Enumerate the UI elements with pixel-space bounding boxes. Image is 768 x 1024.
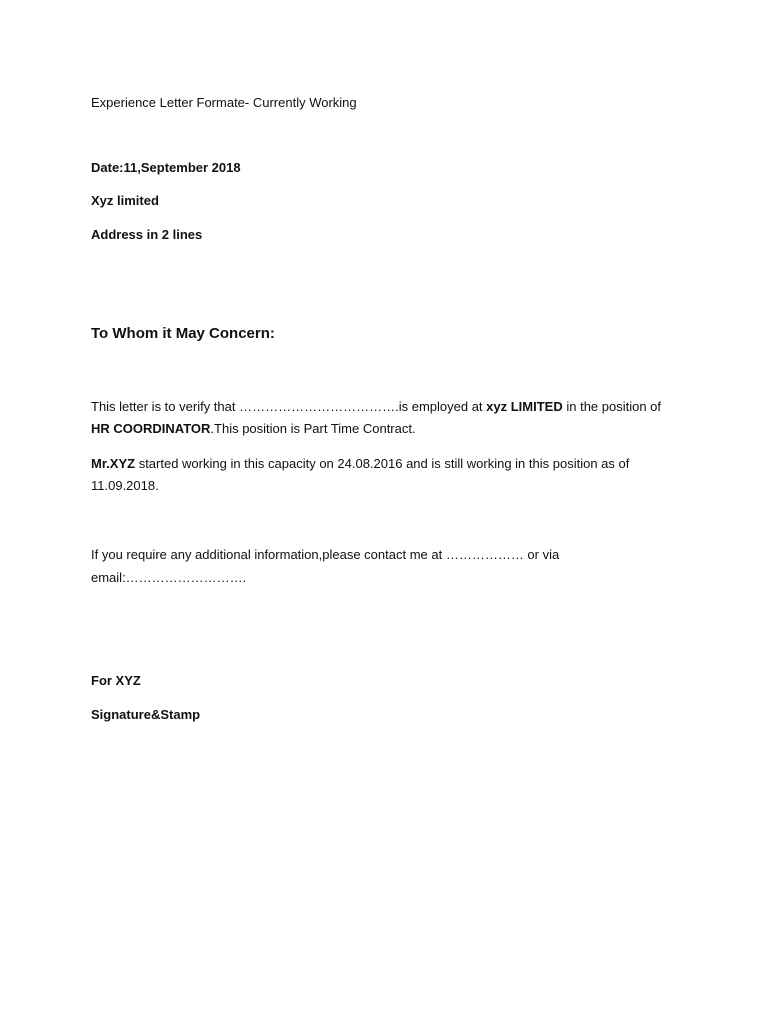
paragraph-1-text-b: in the position of xyxy=(562,399,662,414)
closing: For XYZ xyxy=(91,673,141,688)
salutation: To Whom it May Concern: xyxy=(91,325,275,342)
company-name-inline: xyz LIMITED xyxy=(486,399,563,414)
paragraph-3-line-1: If you require any additional information,please contact me at ……………… or via xyxy=(91,547,560,562)
document-title: Experience Letter Formate- Currently Working xyxy=(91,95,357,110)
paragraph-1-line-2 xyxy=(91,420,416,437)
paragraph-3-line-2: email:………………………. xyxy=(91,570,247,585)
company-name: Xyz limited xyxy=(91,193,159,208)
paragraph-1-text-c: .This position is Part Time Contract. xyxy=(210,421,416,436)
position-title: HR COORDINATOR xyxy=(91,421,211,436)
paragraph-2-line-2: 11.09.2018. xyxy=(91,478,159,493)
company-address: Address in 2 lines xyxy=(91,227,203,242)
paragraph-2-line-1 xyxy=(91,455,629,472)
paragraph-1-text-a: This letter is to verify that ……………………………….is employed at xyxy=(91,399,487,414)
employee-name: Mr.XYZ xyxy=(91,456,136,471)
paragraph-2-text-a: started working in this capacity on 24.08.2016 and is still working in this position as of xyxy=(135,456,630,471)
paragraph-1-line-1 xyxy=(91,398,661,415)
signature-line: Signature&Stamp xyxy=(91,707,201,722)
letter-date: Date:11,September 2018 xyxy=(91,160,241,175)
